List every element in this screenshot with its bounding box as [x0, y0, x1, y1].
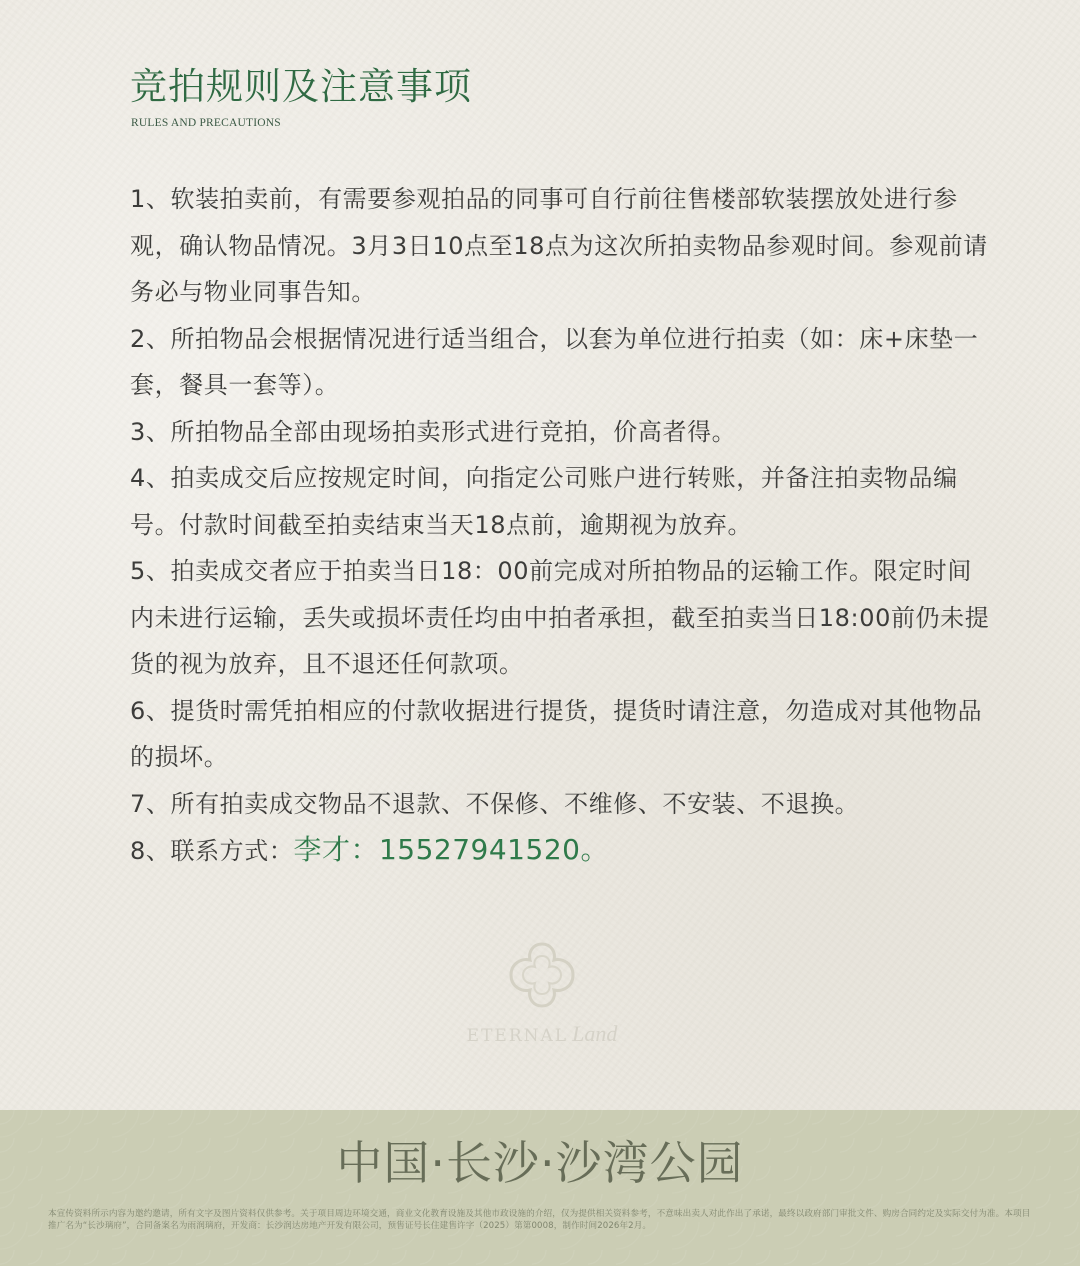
rule-item-6: 6、提货时需凭拍相应的付款收据进行提货，提货时请注意，勿造成对其他物品的损坏。: [130, 696, 983, 771]
page-title: 竞拍规则及注意事项: [130, 65, 472, 108]
rule-item-1: 1、软装拍卖前，有需要参观拍品的同事可自行前往售楼部软装摆放处进行参观，确认物品情况。3月3日10点至18点为这次所拍卖物品参观时间。参观前请务必与物业同事告知。: [130, 185, 988, 306]
rule-item-5: 5、拍卖成交者应于拍卖当日18：00前完成对所拍物品的运输工作。限定时间内未进行运输，丢失或损坏责任均由中拍者承担，截至拍卖当日18:00前仍未提货的视为放弃，且不退还任何款项。: [130, 557, 990, 678]
brand-logo: [462, 938, 622, 1058]
contact-value: 李才：15527941520。: [293, 833, 609, 866]
rule-item-4: 4、拍卖成交后应按规定时间，向指定公司账户进行转账，并备注拍卖物品编号。付款时间截至拍卖结束当天18点前，逾期视为放弃。: [130, 464, 958, 539]
quatrefoil-logo-icon: [505, 938, 579, 1012]
rules-list: [130, 176, 992, 875]
footer-location: 中国·长沙·沙湾公园: [336, 1136, 744, 1190]
footer-disclaimer: 本宣传资料所示内容为邀约邀请，所有文字及图片资料仅供参考。关于项目周边环境交通，商业文化教育设施及其他市政设施的介绍，仅为提供相关资料参考，不意味出卖人对此作出了承诺，最终以政府部门审批文件、购房合同约定及实际交付为准。本项目推广名为“长沙璃府”，合同备案名为雨润璃府，开发商：长沙润达房地产开发有限公司，预售证号长住建售许字（2025）第第0008，制作时间2026年2月。: [48, 1209, 1031, 1231]
brand-script: Land: [572, 1021, 618, 1046]
rule-item-2: 2、所拍物品会根据情况进行适当组合，以套为单位进行拍卖（如：床+床垫一套，餐具一套等）。: [130, 324, 979, 399]
page-subtitle: RULES AND PRECAUTIONS: [131, 117, 281, 129]
brand-wordmark: [462, 1021, 622, 1047]
footer-band: [0, 1110, 1080, 1266]
rule-item-3: 3、所拍物品全部由现场拍卖形式进行竞拍，价高者得。: [130, 417, 737, 446]
contact-label: 8、联系方式：: [130, 837, 294, 865]
rule-item-contact: [130, 827, 992, 875]
rule-item-7: 7、所有拍卖成交物品不退款、不保修、不维修、不安装、不退换。: [130, 789, 860, 818]
brand-main: ETERNAL: [466, 1026, 569, 1046]
